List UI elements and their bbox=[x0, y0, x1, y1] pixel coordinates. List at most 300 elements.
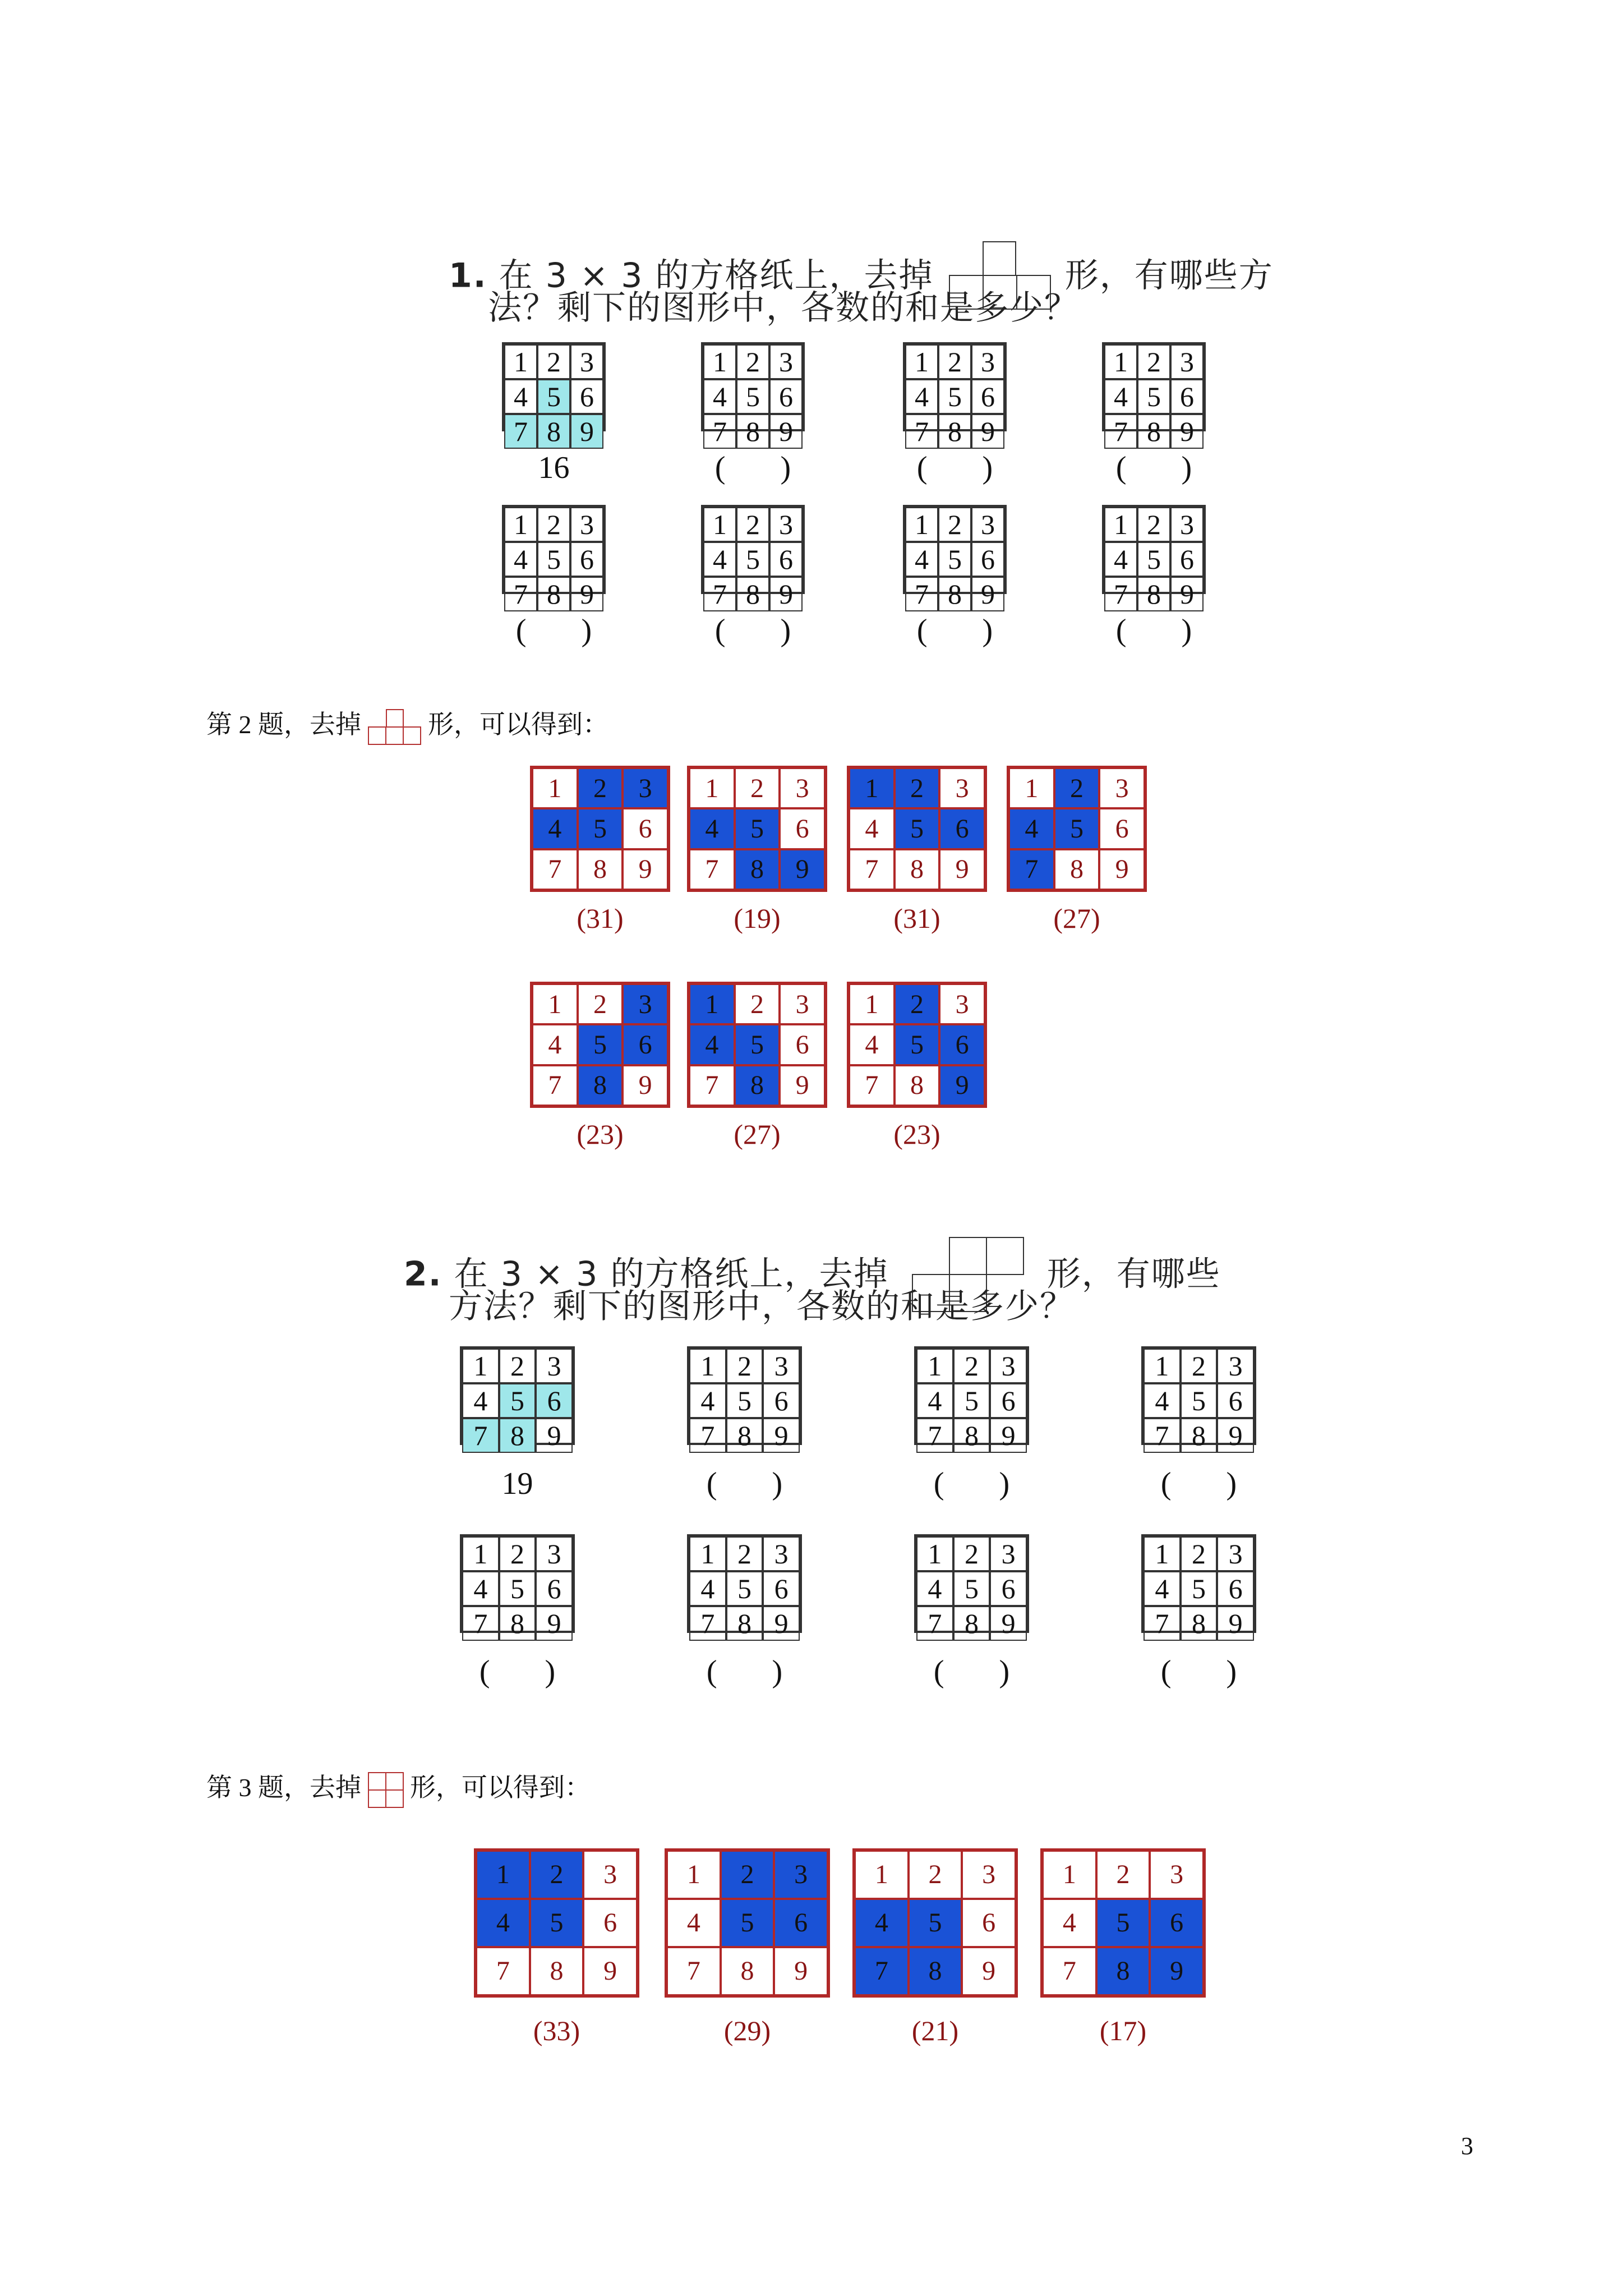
answer-sum-label: (23) bbox=[893, 1119, 940, 1150]
grid-cell: 1 bbox=[703, 344, 736, 379]
grid-cell: 9 bbox=[763, 1606, 800, 1641]
grid-cell: 8 bbox=[726, 1418, 763, 1453]
answer-grid-cell: 4 bbox=[689, 808, 735, 849]
q2-area-grid bbox=[914, 1534, 1029, 1639]
answer-grid-cell: 2 bbox=[578, 768, 623, 808]
answer-grid-cell: 4 bbox=[1009, 808, 1054, 849]
grid-cell: 1 bbox=[1144, 1349, 1181, 1383]
grid-cell: 6 bbox=[763, 1383, 800, 1418]
answer-grid-cell: 5 bbox=[721, 1899, 774, 1947]
answer-grid-cell: 1 bbox=[849, 984, 895, 1024]
answer-grid-cell: 4 bbox=[532, 1024, 578, 1065]
answer-grid-cell: 6 bbox=[1150, 1899, 1204, 1947]
grid-cell: 5 bbox=[537, 379, 570, 414]
grid-cell: 4 bbox=[689, 1383, 726, 1418]
grid-cell: 2 bbox=[736, 344, 769, 379]
answer-grid-cell: 7 bbox=[667, 1947, 721, 1995]
q2-area-grid bbox=[1141, 1534, 1256, 1639]
grid-cell: 6 bbox=[769, 379, 803, 414]
answer-grid-cell: 3 bbox=[623, 768, 668, 808]
grid-cell: 3 bbox=[763, 1536, 800, 1571]
grid-cell: 6 bbox=[1217, 1571, 1254, 1606]
q2-area-grid bbox=[687, 1346, 802, 1451]
answer-blank[interactable]: ( ) bbox=[714, 613, 791, 648]
grid-cell: 8 bbox=[499, 1418, 536, 1453]
grid-cell: 2 bbox=[537, 344, 570, 379]
grid-cell: 8 bbox=[1181, 1418, 1218, 1453]
answer-sum-label: (33) bbox=[533, 2014, 580, 2046]
q1-line2: 法？剩下的图形中，各数的和是多少？ bbox=[488, 288, 1079, 328]
answer-grid-cell: 3 bbox=[780, 984, 825, 1024]
grid-cell: 9 bbox=[536, 1418, 573, 1453]
answer-sum-label: (21) bbox=[911, 2014, 959, 2046]
grid-cell: 5 bbox=[1181, 1383, 1218, 1418]
answer-grid-cell: 4 bbox=[849, 808, 895, 849]
grid-cell: 3 bbox=[536, 1349, 573, 1383]
answer-grid bbox=[530, 982, 670, 1108]
answer-grid-cell: 3 bbox=[623, 984, 668, 1024]
answer-grid-cell: 6 bbox=[1099, 808, 1145, 849]
answer-grid-cell: 3 bbox=[1150, 1851, 1204, 1899]
grid-cell: 9 bbox=[769, 577, 803, 611]
grid-cell: 2 bbox=[1181, 1536, 1218, 1571]
q2-line2: 方法？剩下的图形中，各数的和是多少？ bbox=[449, 1287, 1075, 1326]
grid-cell: 5 bbox=[938, 542, 971, 577]
grid-cell: 4 bbox=[1104, 379, 1137, 414]
grid-cell: 7 bbox=[504, 577, 537, 611]
answer-grid-cell: 2 bbox=[895, 984, 940, 1024]
grid-cell: 7 bbox=[462, 1606, 499, 1641]
grid-cell: 4 bbox=[905, 379, 938, 414]
q1-area-grid bbox=[502, 505, 606, 610]
grid-cell: 3 bbox=[971, 507, 1004, 542]
q2-number: 2. bbox=[404, 1254, 442, 1294]
grid-cell: 9 bbox=[763, 1418, 800, 1453]
answer-grid-cell: 2 bbox=[909, 1851, 962, 1899]
grid-cell: 8 bbox=[938, 414, 971, 449]
grid-cell: 6 bbox=[570, 379, 603, 414]
grid-cell: 3 bbox=[769, 344, 803, 379]
grid-cell: 7 bbox=[1144, 1606, 1181, 1641]
grid-cell: 4 bbox=[905, 542, 938, 577]
grid-cell: 2 bbox=[726, 1536, 763, 1571]
answer-grid-cell: 8 bbox=[1096, 1947, 1150, 1995]
answer-sum-label: (19) bbox=[734, 903, 781, 934]
answer-grid-cell: 7 bbox=[1043, 1947, 1096, 1995]
answer-grid-cell: 3 bbox=[583, 1851, 637, 1899]
grid-cell: 6 bbox=[971, 379, 1004, 414]
grid-cell: 5 bbox=[736, 379, 769, 414]
answer-grid-cell: 5 bbox=[1096, 1899, 1150, 1947]
grid-cell: 7 bbox=[905, 414, 938, 449]
answer-grid-cell: 3 bbox=[774, 1851, 828, 1899]
answer-grid-cell: 2 bbox=[578, 984, 623, 1024]
answer-grid-cell: 4 bbox=[667, 1899, 721, 1947]
grid-cell: 7 bbox=[1144, 1418, 1181, 1453]
grid-cell: 6 bbox=[570, 542, 603, 577]
answer-sum-label: (17) bbox=[1099, 2014, 1147, 2046]
grid-cell: 9 bbox=[769, 414, 803, 449]
grid-cell: 7 bbox=[504, 414, 537, 449]
answer-grid-cell: 7 bbox=[855, 1947, 909, 1995]
grid-cell: 6 bbox=[536, 1383, 573, 1418]
grid-cell: 1 bbox=[1144, 1536, 1181, 1571]
answer-grid-cell: 9 bbox=[623, 849, 668, 890]
q2-text-before: 在 3 × 3 的方格纸上，去掉 bbox=[454, 1254, 889, 1294]
note3-before: 第 3 题，去掉 bbox=[206, 1773, 361, 1802]
answer-grid-cell: 8 bbox=[895, 849, 940, 890]
answer-grid-cell: 3 bbox=[939, 768, 985, 808]
answer-grid-cell: 1 bbox=[855, 1851, 909, 1899]
answer-grid-cell: 3 bbox=[939, 984, 985, 1024]
answer-grid-cell: 2 bbox=[735, 768, 780, 808]
answer-grid-cell: 8 bbox=[735, 849, 780, 890]
answer-grid bbox=[1040, 1848, 1206, 1998]
note2-after: 形，可以得到： bbox=[428, 710, 608, 739]
grid-cell: 2 bbox=[938, 507, 971, 542]
grid-cell: 8 bbox=[1137, 414, 1170, 449]
answer-grid-cell: 2 bbox=[735, 984, 780, 1024]
grid-cell: 8 bbox=[1137, 577, 1170, 611]
grid-cell: 7 bbox=[905, 577, 938, 611]
answer-blank[interactable]: ( ) bbox=[933, 1466, 1010, 1501]
grid-cell: 1 bbox=[1104, 344, 1137, 379]
grid-cell: 2 bbox=[953, 1349, 990, 1383]
grid-cell: 3 bbox=[971, 344, 1004, 379]
grid-cell: 2 bbox=[953, 1536, 990, 1571]
answer-grid-cell: 8 bbox=[909, 1947, 962, 1995]
note2-before: 第 2 题，去掉 bbox=[206, 710, 361, 739]
answer-blank[interactable]: ( ) bbox=[1115, 613, 1192, 648]
answer-blank[interactable]: ( ) bbox=[1160, 1466, 1237, 1501]
answer-grid-cell: 9 bbox=[1099, 849, 1145, 890]
answer-grid-cell: 2 bbox=[530, 1851, 584, 1899]
answer-grid bbox=[847, 766, 987, 892]
answer-blank[interactable]: ( ) bbox=[515, 613, 592, 648]
grid-cell: 7 bbox=[689, 1606, 726, 1641]
grid-cell: 5 bbox=[953, 1571, 990, 1606]
grid-cell: 6 bbox=[990, 1571, 1027, 1606]
answer-grid-cell: 2 bbox=[1054, 768, 1100, 808]
answer-grid-cell: 7 bbox=[849, 849, 895, 890]
answer-sum-label: (27) bbox=[734, 1119, 781, 1150]
answer-grid-cell: 9 bbox=[939, 849, 985, 890]
grid-cell: 7 bbox=[916, 1418, 953, 1453]
q2-area-grid bbox=[914, 1346, 1029, 1451]
answer-grid-cell: 6 bbox=[939, 1024, 985, 1065]
answer-blank[interactable]: ( ) bbox=[933, 1654, 1010, 1689]
answer-grid-cell: 8 bbox=[1054, 849, 1100, 890]
grid-cell: 4 bbox=[703, 542, 736, 577]
answer-grid-cell: 1 bbox=[1009, 768, 1054, 808]
answer-grid-cell: 6 bbox=[583, 1899, 637, 1947]
grid-cell: 8 bbox=[537, 414, 570, 449]
answer-grid-cell: 7 bbox=[849, 1065, 895, 1106]
grid-cell: 5 bbox=[1137, 542, 1170, 577]
answer-grid bbox=[847, 982, 987, 1108]
grid-cell: 6 bbox=[971, 542, 1004, 577]
grid-cell: 5 bbox=[1181, 1571, 1218, 1606]
grid-cell: 1 bbox=[689, 1536, 726, 1571]
grid-cell: 2 bbox=[537, 507, 570, 542]
answer-grid-cell: 2 bbox=[721, 1851, 774, 1899]
answer-blank[interactable]: ( ) bbox=[479, 1654, 556, 1689]
grid-cell: 2 bbox=[1137, 507, 1170, 542]
answer-grid-cell: 4 bbox=[532, 808, 578, 849]
q2-area-grid bbox=[460, 1534, 575, 1639]
grid-cell: 9 bbox=[1217, 1418, 1254, 1453]
answer-grid-cell: 5 bbox=[735, 808, 780, 849]
grid-cell: 1 bbox=[504, 344, 537, 379]
answer-grid-cell: 7 bbox=[532, 1065, 578, 1106]
answer-grid-cell: 8 bbox=[735, 1065, 780, 1106]
grid-cell: 6 bbox=[990, 1383, 1027, 1418]
answer-grid-cell: 2 bbox=[1096, 1851, 1150, 1899]
grid-cell: 7 bbox=[916, 1606, 953, 1641]
grid-cell: 2 bbox=[736, 507, 769, 542]
grid-cell: 8 bbox=[938, 577, 971, 611]
grid-cell: 7 bbox=[1104, 414, 1137, 449]
grid-cell: 6 bbox=[1170, 542, 1204, 577]
grid-cell: 4 bbox=[689, 1571, 726, 1606]
q1-area-grid bbox=[502, 342, 606, 447]
grid-cell: 4 bbox=[462, 1383, 499, 1418]
grid-cell: 5 bbox=[938, 379, 971, 414]
answer-blank[interactable]: ( ) bbox=[1115, 450, 1192, 485]
answer-grid-cell: 3 bbox=[962, 1851, 1016, 1899]
answer-blank[interactable]: ( ) bbox=[916, 450, 993, 485]
grid-cell: 3 bbox=[990, 1536, 1027, 1571]
example-answer: 16 bbox=[538, 450, 570, 485]
grid-cell: 2 bbox=[1181, 1349, 1218, 1383]
page-number: 3 bbox=[1461, 2132, 1473, 2160]
answer-grid bbox=[530, 766, 670, 892]
answer-grid-cell: 8 bbox=[895, 1065, 940, 1106]
grid-cell: 2 bbox=[938, 344, 971, 379]
answer-grid-cell: 7 bbox=[689, 849, 735, 890]
answer-grid-cell: 5 bbox=[530, 1899, 584, 1947]
answer-grid bbox=[1007, 766, 1147, 892]
q1-text-after: 形，有哪些方 bbox=[1064, 256, 1274, 296]
answer-blank[interactable]: ( ) bbox=[714, 450, 791, 485]
square-shape-icon bbox=[368, 1772, 404, 1808]
grid-cell: 5 bbox=[953, 1383, 990, 1418]
grid-cell: 2 bbox=[726, 1349, 763, 1383]
grid-cell: 1 bbox=[905, 344, 938, 379]
answer-grid-cell: 5 bbox=[895, 1024, 940, 1065]
answer-sum-label: (27) bbox=[1053, 903, 1100, 934]
grid-cell: 2 bbox=[499, 1536, 536, 1571]
grid-cell: 4 bbox=[703, 379, 736, 414]
grid-cell: 6 bbox=[536, 1571, 573, 1606]
answer-grid-cell: 7 bbox=[476, 1947, 530, 1995]
answer-grid-cell: 6 bbox=[780, 808, 825, 849]
answer-grid-cell: 5 bbox=[909, 1899, 962, 1947]
grid-cell: 5 bbox=[1137, 379, 1170, 414]
answer-grid-cell: 9 bbox=[1150, 1947, 1204, 1995]
answer-grid-cell: 9 bbox=[780, 849, 825, 890]
answer-grid-cell: 4 bbox=[689, 1024, 735, 1065]
grid-cell: 8 bbox=[1181, 1606, 1218, 1641]
q1-number: 1. bbox=[449, 256, 487, 296]
answer-grid-cell: 6 bbox=[623, 808, 668, 849]
q1-area-grid bbox=[701, 505, 805, 610]
q2-text-after: 形，有哪些 bbox=[1046, 1254, 1221, 1294]
answer-grid bbox=[687, 982, 827, 1108]
answer-grid-cell: 1 bbox=[689, 984, 735, 1024]
answer-sum-label: (29) bbox=[723, 2014, 771, 2046]
answer-grid-cell: 9 bbox=[939, 1065, 985, 1106]
answer-grid-cell: 1 bbox=[532, 768, 578, 808]
grid-cell: 3 bbox=[1170, 344, 1204, 379]
grid-cell: 9 bbox=[971, 577, 1004, 611]
grid-cell: 1 bbox=[504, 507, 537, 542]
grid-cell: 5 bbox=[537, 542, 570, 577]
grid-cell: 3 bbox=[570, 507, 603, 542]
grid-cell: 3 bbox=[763, 1349, 800, 1383]
answer-grid-cell: 1 bbox=[532, 984, 578, 1024]
grid-cell: 4 bbox=[504, 542, 537, 577]
answer-grid-cell: 1 bbox=[1043, 1851, 1096, 1899]
grid-cell: 4 bbox=[1144, 1383, 1181, 1418]
grid-cell: 3 bbox=[1170, 507, 1204, 542]
answer-grid-cell: 3 bbox=[1099, 768, 1145, 808]
grid-cell: 1 bbox=[462, 1349, 499, 1383]
grid-cell: 1 bbox=[916, 1349, 953, 1383]
q2-area-grid bbox=[1141, 1346, 1256, 1451]
answer-grid-cell: 9 bbox=[583, 1947, 637, 1995]
answer-grid-cell: 5 bbox=[578, 1024, 623, 1065]
answer-grid-cell: 7 bbox=[1009, 849, 1054, 890]
grid-cell: 7 bbox=[462, 1418, 499, 1453]
answer-grid-cell: 3 bbox=[780, 768, 825, 808]
answer-grid-cell: 4 bbox=[476, 1899, 530, 1947]
q1-area-grid bbox=[1102, 505, 1206, 610]
answer-sum-label: (31) bbox=[577, 903, 624, 934]
example-answer: 19 bbox=[501, 1466, 533, 1501]
grid-cell: 1 bbox=[905, 507, 938, 542]
grid-cell: 7 bbox=[703, 577, 736, 611]
grid-cell: 1 bbox=[689, 1349, 726, 1383]
answer-grid-cell: 4 bbox=[855, 1899, 909, 1947]
q1-area-grid bbox=[1102, 342, 1206, 447]
grid-cell: 3 bbox=[1217, 1349, 1254, 1383]
q1-area-grid bbox=[903, 342, 1007, 447]
grid-cell: 6 bbox=[763, 1571, 800, 1606]
answer-grid-cell: 5 bbox=[1054, 808, 1100, 849]
grid-cell: 9 bbox=[1217, 1606, 1254, 1641]
grid-cell: 6 bbox=[1217, 1383, 1254, 1418]
answer-blank[interactable]: ( ) bbox=[706, 1466, 783, 1501]
answer-grid-cell: 6 bbox=[623, 1024, 668, 1065]
grid-cell: 1 bbox=[1104, 507, 1137, 542]
answer-blank[interactable]: ( ) bbox=[1160, 1654, 1237, 1689]
grid-cell: 5 bbox=[726, 1383, 763, 1418]
grid-cell: 4 bbox=[504, 379, 537, 414]
q1-text-before: 在 3 × 3 的方格纸上，去掉 bbox=[499, 256, 934, 296]
q2-area-grid bbox=[687, 1534, 802, 1639]
grid-cell: 8 bbox=[736, 414, 769, 449]
grid-cell: 7 bbox=[689, 1418, 726, 1453]
answer-grid bbox=[687, 766, 827, 892]
grid-cell: 2 bbox=[499, 1349, 536, 1383]
answer-grid-cell: 9 bbox=[962, 1947, 1016, 1995]
grid-cell: 8 bbox=[499, 1606, 536, 1641]
grid-cell: 8 bbox=[537, 577, 570, 611]
answer-grid-cell: 6 bbox=[780, 1024, 825, 1065]
grid-cell: 9 bbox=[536, 1606, 573, 1641]
grid-cell: 8 bbox=[953, 1606, 990, 1641]
answer-grid-cell: 9 bbox=[780, 1065, 825, 1106]
grid-cell: 8 bbox=[953, 1418, 990, 1453]
answer-blank[interactable]: ( ) bbox=[706, 1654, 783, 1689]
answer-grid-cell: 5 bbox=[578, 808, 623, 849]
answer-grid-cell: 7 bbox=[532, 849, 578, 890]
answer-sum-label: (31) bbox=[893, 903, 940, 934]
note2 bbox=[206, 704, 608, 745]
answer-grid-cell: 6 bbox=[939, 808, 985, 849]
q2-area-grid bbox=[460, 1346, 575, 1451]
answer-grid bbox=[665, 1848, 830, 1998]
answer-grid-cell: 1 bbox=[476, 1851, 530, 1899]
q1-area-grid bbox=[701, 342, 805, 447]
grid-cell: 4 bbox=[462, 1571, 499, 1606]
answer-grid-cell: 8 bbox=[578, 849, 623, 890]
grid-cell: 7 bbox=[1104, 577, 1137, 611]
note3-after: 形，可以得到： bbox=[410, 1773, 591, 1802]
grid-cell: 3 bbox=[990, 1349, 1027, 1383]
grid-cell: 8 bbox=[736, 577, 769, 611]
grid-cell: 1 bbox=[703, 507, 736, 542]
grid-cell: 8 bbox=[726, 1606, 763, 1641]
answer-grid-cell: 1 bbox=[667, 1851, 721, 1899]
grid-cell: 5 bbox=[736, 542, 769, 577]
grid-cell: 6 bbox=[1170, 379, 1204, 414]
t-shape-icon bbox=[368, 709, 422, 745]
grid-cell: 9 bbox=[570, 414, 603, 449]
grid-cell: 3 bbox=[536, 1536, 573, 1571]
grid-cell: 4 bbox=[1104, 542, 1137, 577]
answer-grid-cell: 5 bbox=[895, 808, 940, 849]
grid-cell: 3 bbox=[769, 507, 803, 542]
answer-blank[interactable]: ( ) bbox=[916, 613, 993, 648]
grid-cell: 4 bbox=[1144, 1571, 1181, 1606]
answer-grid-cell: 8 bbox=[721, 1947, 774, 1995]
answer-grid-cell: 1 bbox=[689, 768, 735, 808]
grid-cell: 3 bbox=[1217, 1536, 1254, 1571]
grid-cell: 6 bbox=[769, 542, 803, 577]
answer-grid-cell: 6 bbox=[774, 1899, 828, 1947]
grid-cell: 3 bbox=[570, 344, 603, 379]
grid-cell: 9 bbox=[971, 414, 1004, 449]
grid-cell: 5 bbox=[726, 1571, 763, 1606]
answer-grid-cell: 2 bbox=[895, 768, 940, 808]
grid-cell: 9 bbox=[1170, 577, 1204, 611]
grid-cell: 4 bbox=[916, 1383, 953, 1418]
grid-cell: 1 bbox=[916, 1536, 953, 1571]
answer-sum-label: (23) bbox=[577, 1119, 624, 1150]
grid-cell: 2 bbox=[1137, 344, 1170, 379]
grid-cell: 5 bbox=[499, 1571, 536, 1606]
answer-grid-cell: 5 bbox=[735, 1024, 780, 1065]
answer-grid-cell: 8 bbox=[530, 1947, 584, 1995]
answer-grid-cell: 4 bbox=[1043, 1899, 1096, 1947]
answer-grid-cell: 7 bbox=[689, 1065, 735, 1106]
grid-cell: 9 bbox=[1170, 414, 1204, 449]
grid-cell: 4 bbox=[916, 1571, 953, 1606]
answer-grid-cell: 1 bbox=[849, 768, 895, 808]
answer-grid-cell: 6 bbox=[962, 1899, 1016, 1947]
